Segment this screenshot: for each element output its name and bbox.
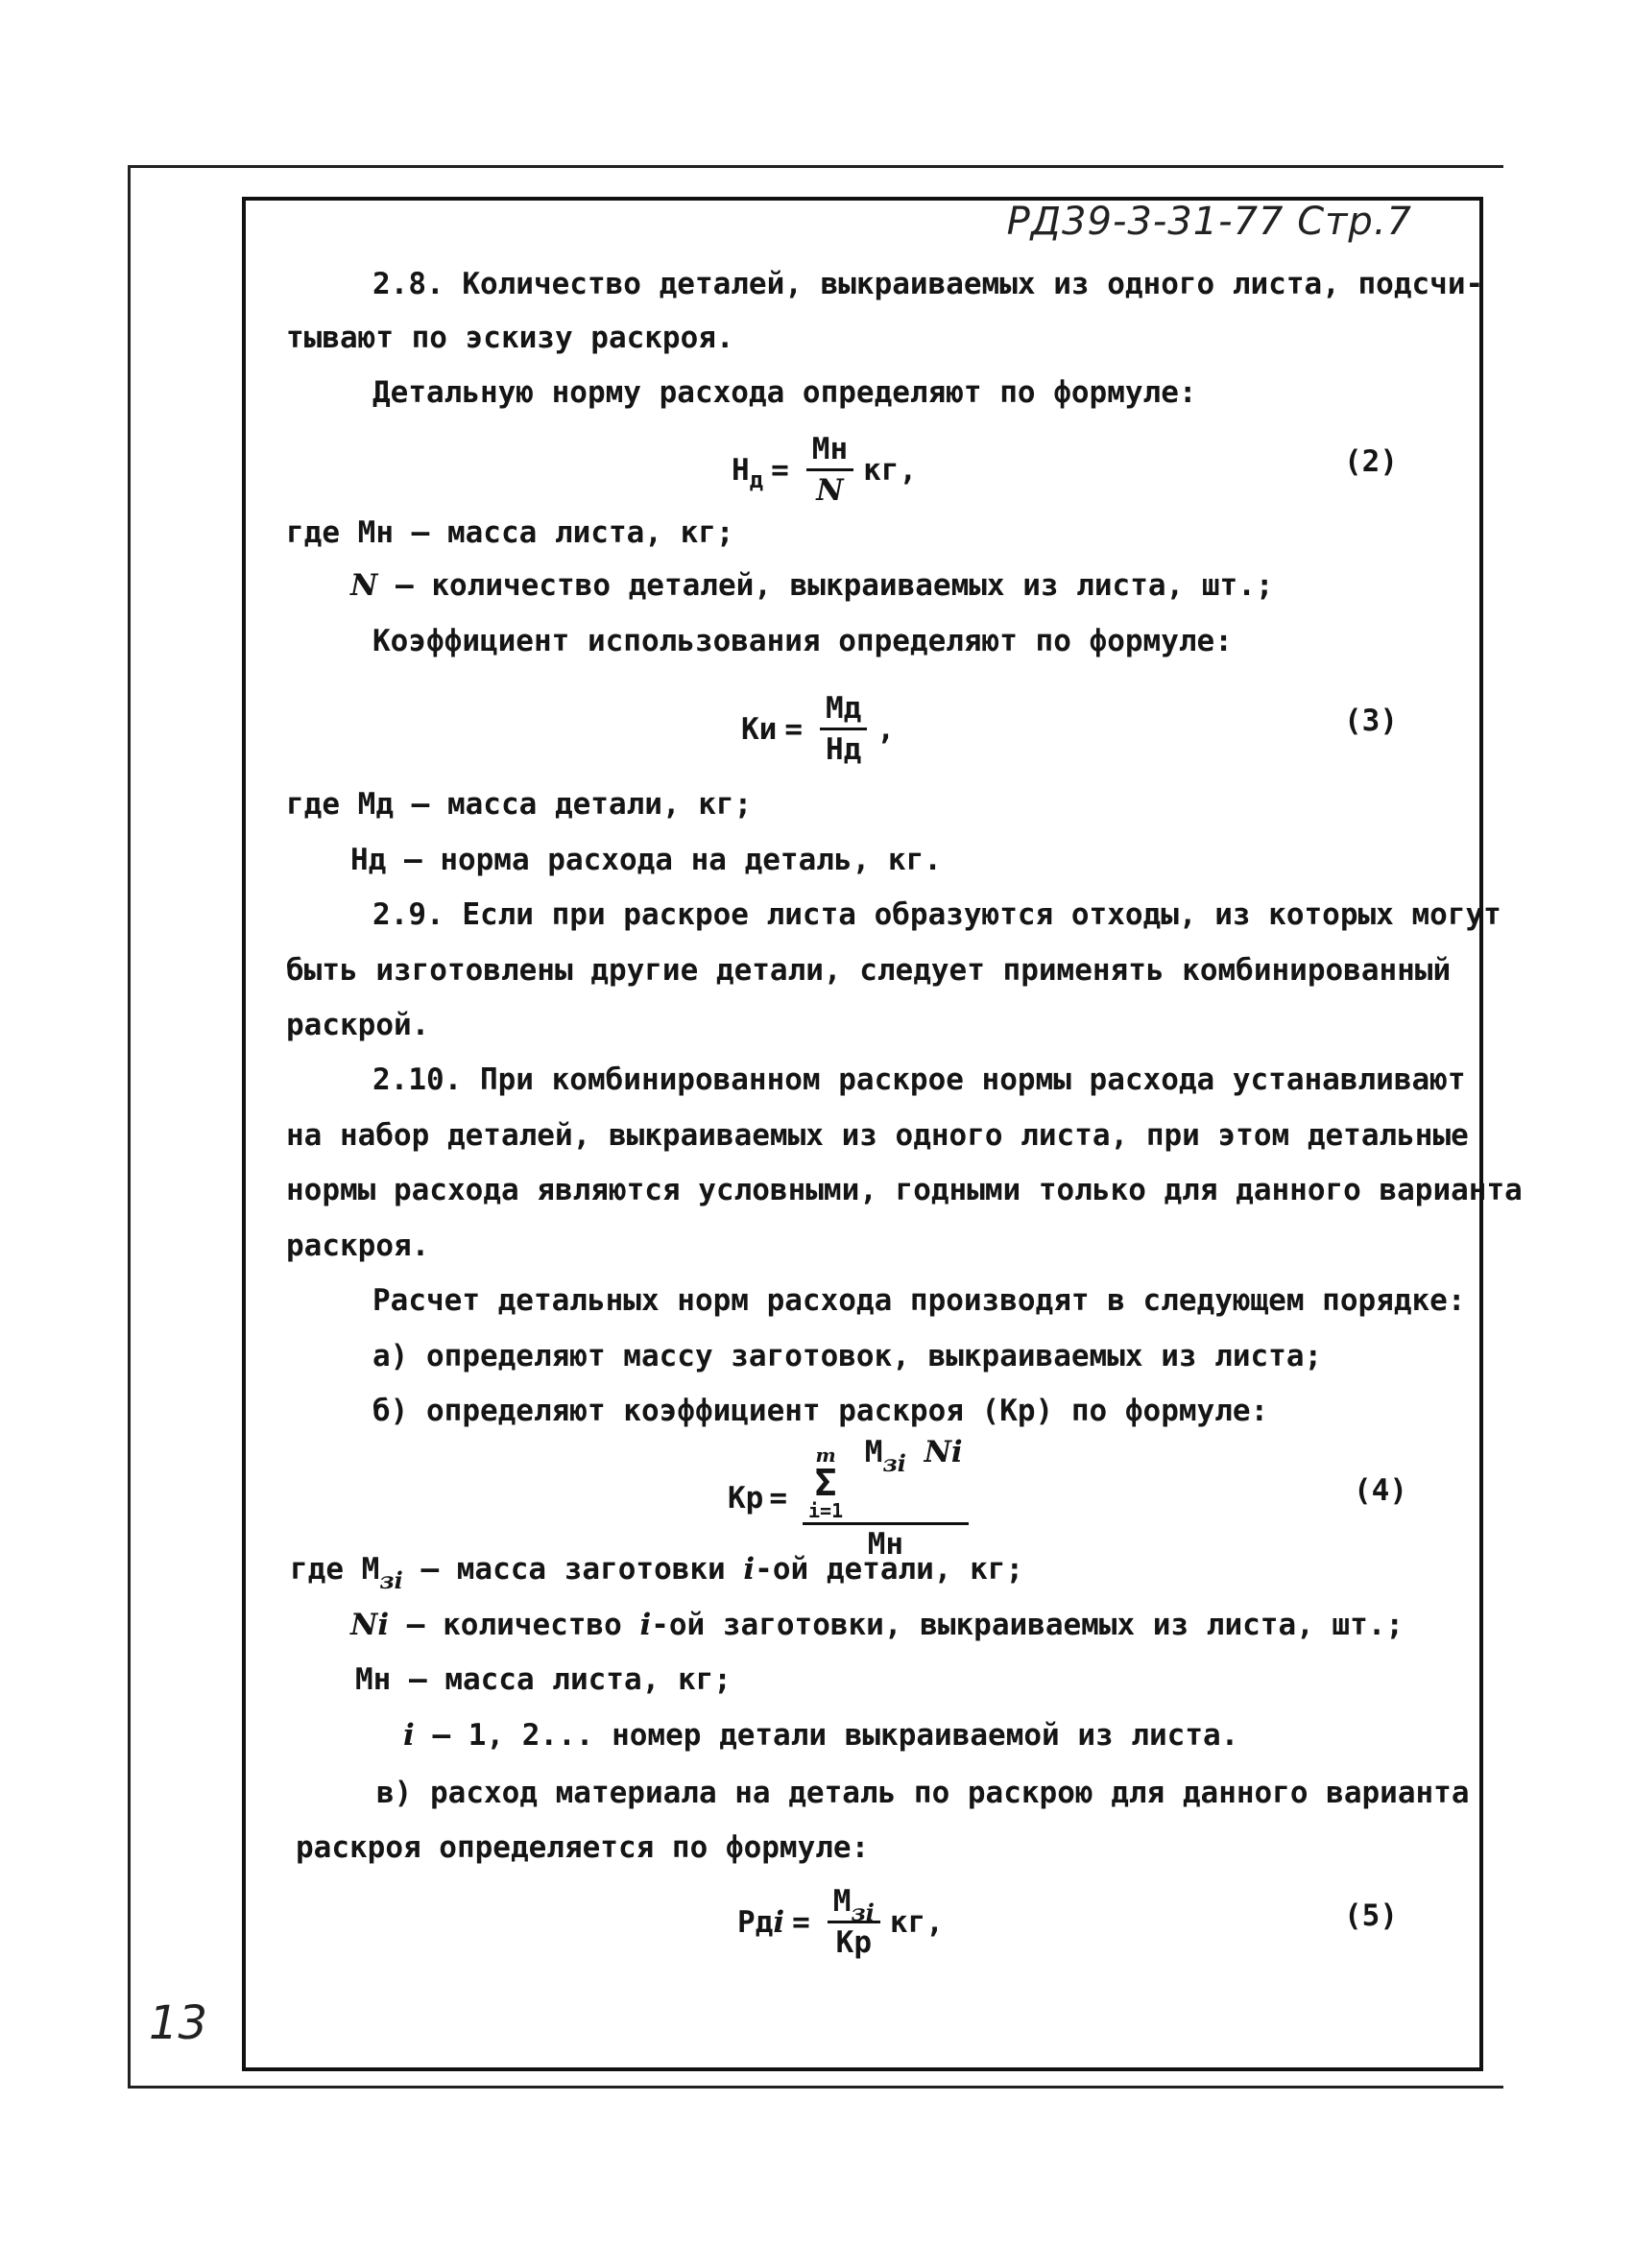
calc-intro: Расчет детальных норм расхода производят в следующем порядке: [372,1283,1466,1318]
formula-5-num-sub: зi [851,1898,875,1926]
formula-4-sum [808,1445,843,1520]
formula-5-lhs: Рд [737,1904,774,1940]
where-2-line-b: Нд – норма расхода на деталь, кг. [350,843,942,877]
formula-2-eq: = [771,452,789,488]
formula-5-fraction [828,1884,880,1960]
where-1-line-b-text: – количество деталей, выкраиваемых из листа, шт.; [396,568,1274,603]
formula-2-number: (2) [1344,444,1398,479]
where-3-line-a [290,1552,1024,1594]
formula-2-lhs-sub: д [749,466,764,493]
where-3-b-post: – количество [406,1608,622,1642]
formula-3-fraction [820,691,867,767]
formula-5-lhs-i: i [773,1904,785,1940]
where-3-a-pre: где М [290,1552,380,1587]
formula-5-eq: = [792,1904,810,1940]
formula-2-numerator: Мн [806,432,853,471]
paragraph-2-9-line-3: раскрой. [286,1008,430,1042]
formula-4-num-sub: зi [882,1449,906,1477]
formula-4-number: (4) [1354,1473,1407,1508]
formula-3-lhs: Ки [741,711,778,747]
margin-page-number: 13 [149,1996,208,2050]
formula-5 [737,1884,944,1960]
formula-5-number: (5) [1344,1898,1398,1933]
formula-2-unit: кг, [863,452,918,488]
where-1-line-b [350,568,1274,603]
where-3-b-end: -ой заготовки, выкраиваемых из листа, шт.; [651,1608,1405,1642]
kim-intro: Коэффициент использования определяют по формуле: [372,624,1233,658]
formula-4-sum-bottom: i=1 [808,1499,844,1522]
formula-4 [728,1435,978,1562]
formula-3-denominator: Нд [826,732,862,767]
formula-2-lhs: Н [732,452,750,488]
where-3-d-i: i [403,1718,415,1753]
formula-2-denominator: N [816,473,844,508]
formula-4-eq: = [769,1481,787,1516]
paragraph-2-10-line-4: раскроя. [286,1229,430,1263]
where-3-a-post: – масса заготовки [420,1552,726,1587]
where-3-d-text: – 1, 2... номер детали выкраиваемой из листа. [432,1718,1239,1753]
where-3-b-i: i [639,1608,652,1642]
where-1-line-a: где Мн – масса листа, кг; [286,515,734,550]
formula-2 [732,432,917,508]
item-a: а) определяют массу заготовок, выкраиваемых из листа; [372,1339,1323,1373]
where-3-line-d [403,1718,1238,1753]
formula-4-lhs: Кр [728,1481,764,1516]
paragraph-2-10-line-3: нормы расхода являются условными, годными только для данного варианта [286,1173,1523,1207]
formula-4-sum-top: m [815,1444,836,1467]
formula-3-number: (3) [1344,704,1398,738]
paragraph-2-10-line-2: на набор деталей, выкраиваемых из одного листа, при этом детальные [286,1118,1469,1153]
paragraph-2-10-line-1: 2.10. При комбинированном раскрое нормы расхода устанавливают [372,1062,1466,1097]
where-3-a-sub: зi [379,1566,403,1594]
formula-3 [741,691,895,767]
paragraph-2-8-line-2: тывают по эскизу раскроя. [286,321,734,355]
formula-3-numerator: Мд [820,691,867,730]
formula-4-numerator [803,1435,969,1525]
where-3-b-symbol: Ni [350,1608,390,1642]
document-code: РД39-3-31-77 Стр.7 [1006,200,1412,244]
formula-4-fraction [803,1435,969,1562]
formula-5-numerator [828,1884,880,1926]
symbol-N: N [350,568,378,603]
where-2-line-a: где Мд – масса детали, кг; [286,787,753,822]
paragraph-2-9-line-2: быть изготовлены другие детали, следует применять комбинированный [286,953,1452,988]
where-3-line-c: Мн – масса листа, кг; [355,1662,732,1697]
formula-5-unit: кг, [889,1904,944,1940]
formula-5-denominator: Кр [835,1925,872,1960]
where-3-a-i: i [743,1552,756,1587]
formula-4-sum-sign: Σ [814,1462,837,1504]
item-c-line-2: раскроя определяется по формуле: [296,1830,870,1865]
where-3-line-b [350,1608,1404,1642]
formula-4-num-m: М [864,1435,883,1469]
paragraph-2-8-line-3: Детальную норму расхода определяют по формуле: [372,375,1197,410]
formula-2-fraction [806,432,853,508]
formula-5-num-m: М [832,1884,852,1919]
paragraph-2-9-line-1: 2.9. Если при раскрое листа образуются отходы, из которых могут [372,897,1501,932]
where-3-a-end: -ой детали, кг; [755,1552,1024,1587]
item-c-line-1: в) расход материала на деталь по раскрою для данного варианта [376,1776,1470,1810]
paragraph-2-8-line-1: 2.8. Количество деталей, выкраиваемых из одного листа, подсчи- [372,267,1484,301]
formula-3-unit: , [877,711,895,747]
formula-4-num-n: Ni [924,1435,963,1469]
formula-3-eq: = [784,711,803,747]
item-b: б) определяют коэффициент раскроя (Кр) по формуле: [372,1394,1269,1428]
formula-4-denominator: Мн [867,1527,904,1562]
